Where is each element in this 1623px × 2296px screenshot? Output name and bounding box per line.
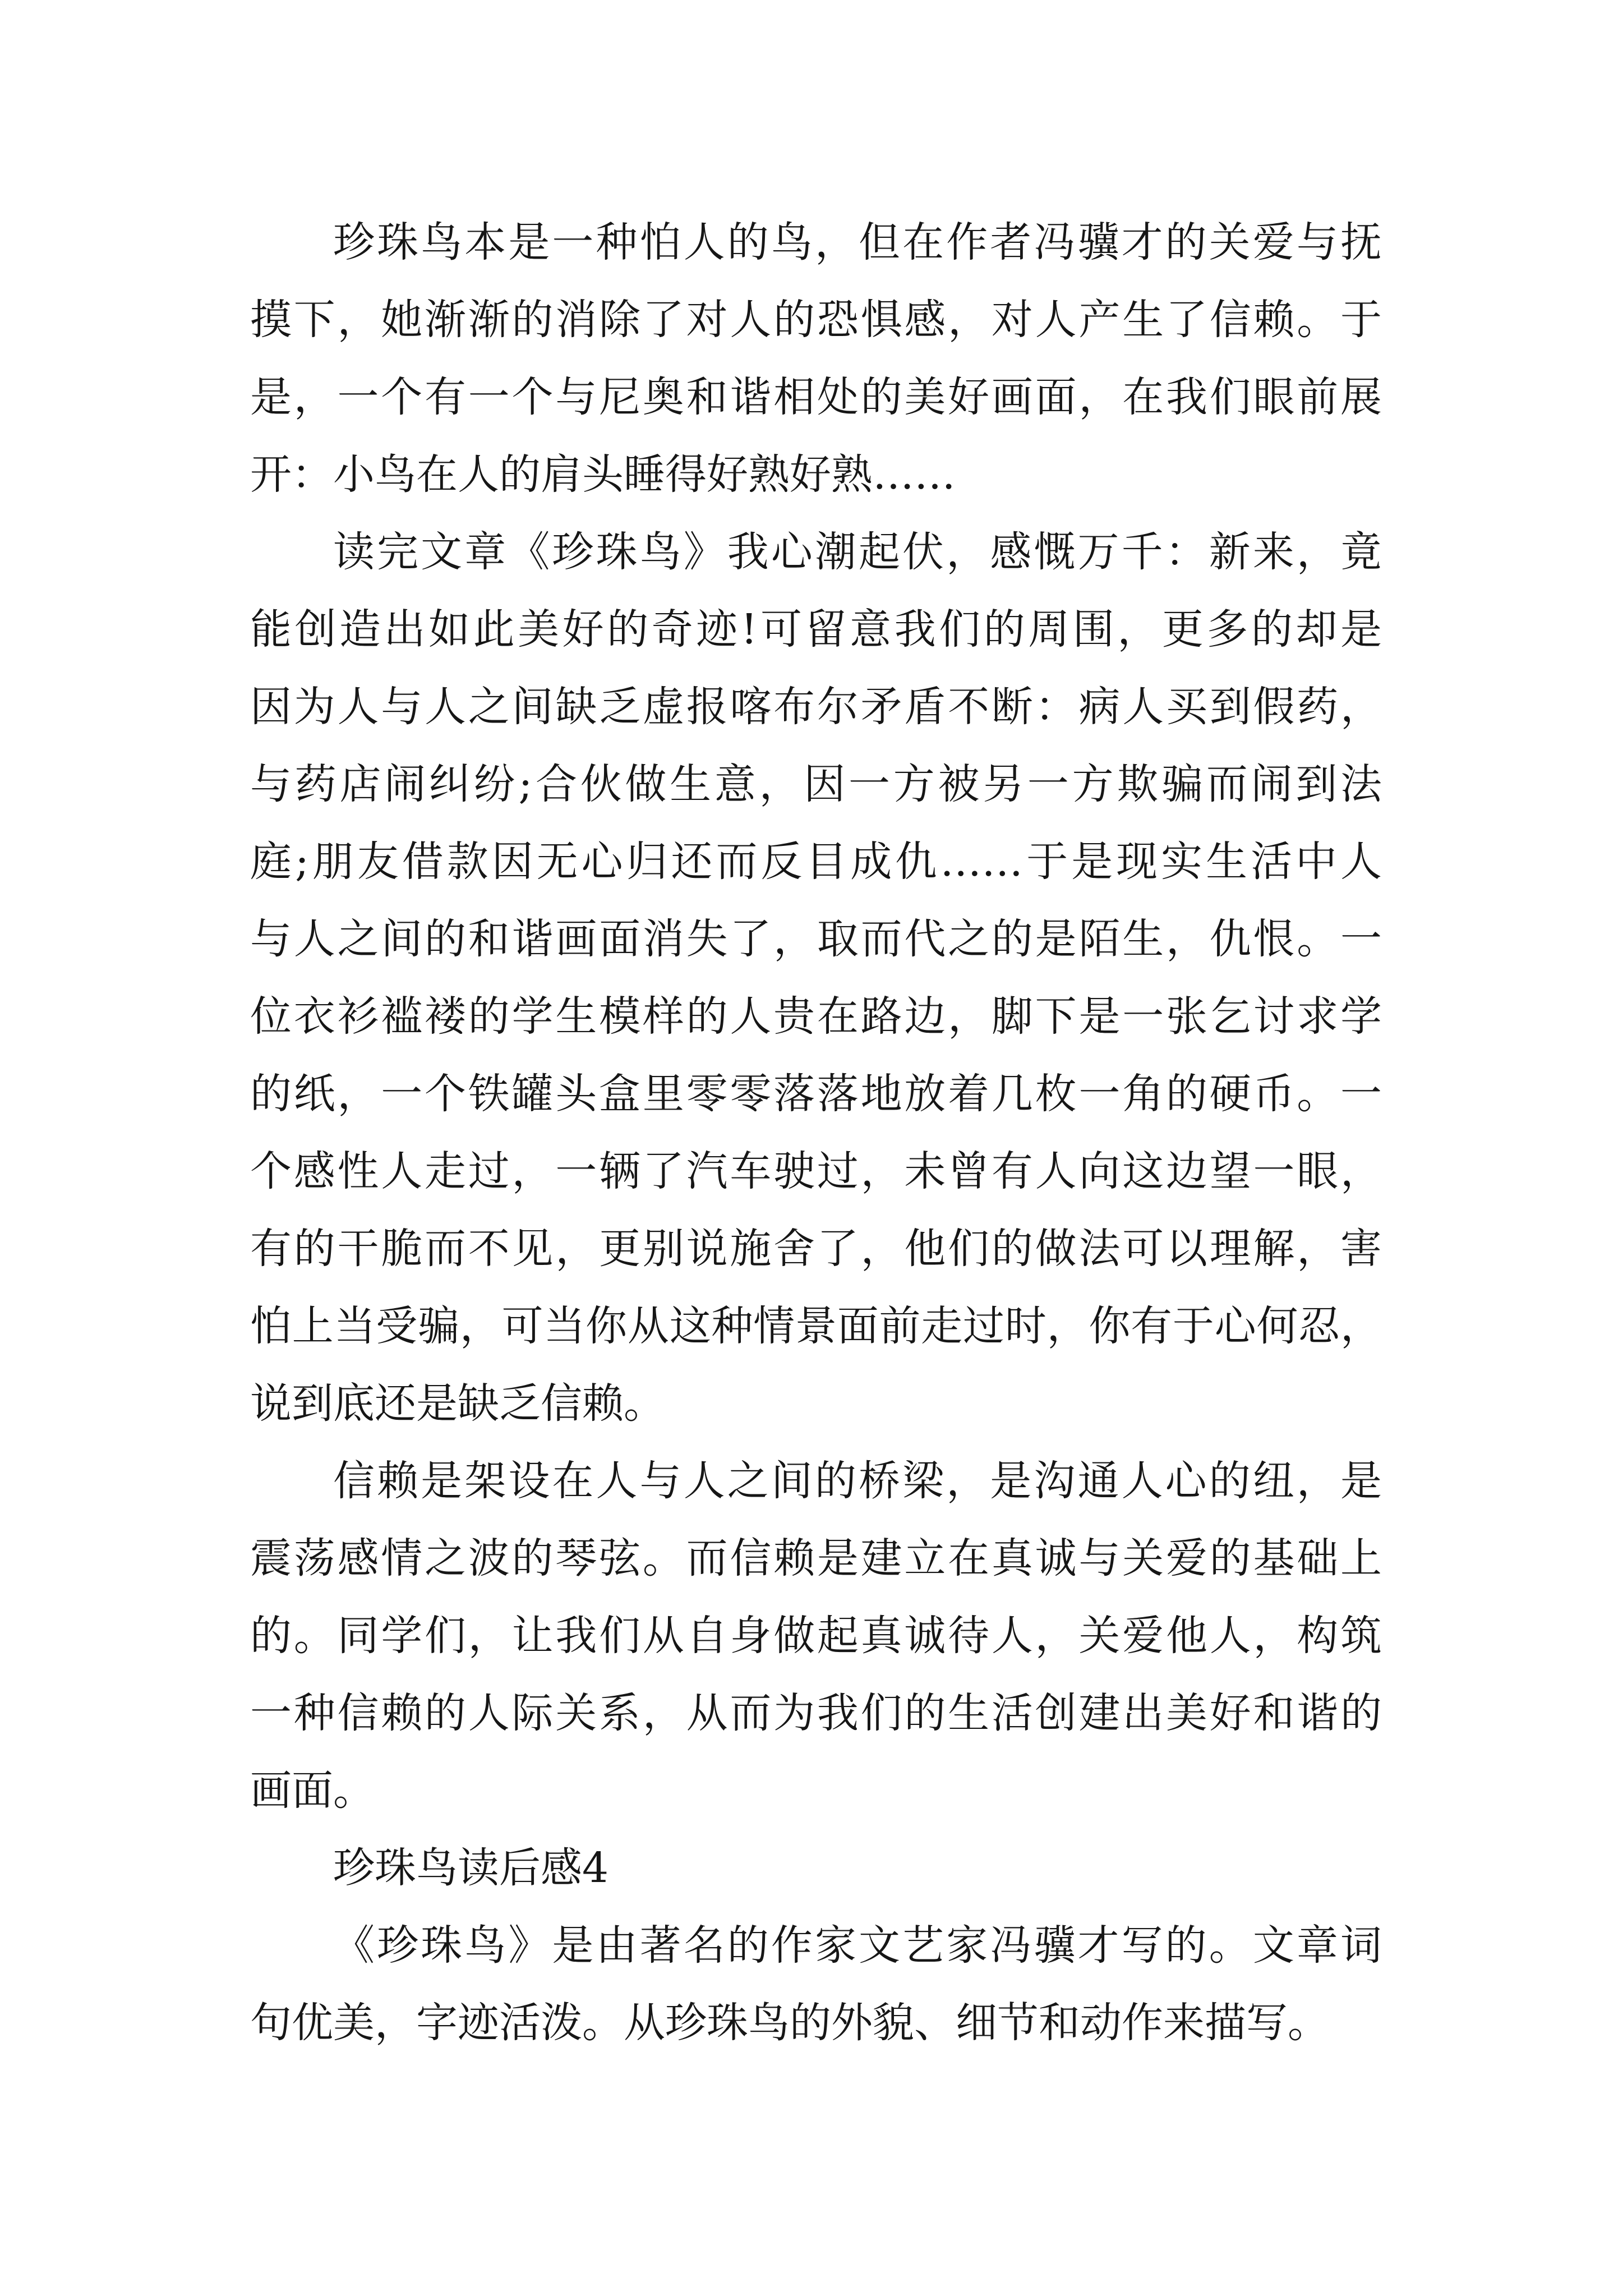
text-line: 珍珠鸟本是一种怕人的鸟，但在作者冯骥才的关爱与抚 [333,218,1382,266]
text-line: 一种信赖的人际关系，从而为我们的生活创建出美好和谐的 [250,1689,1382,1737]
text-line: 因为人与人之间缺乏虚报喀布尔矛盾不断：病人买到假药， [250,683,1382,731]
text-line: 信赖是架设在人与人之间的桥梁，是沟通人心的纽，是 [333,1457,1382,1505]
text-line: 读完文章《珍珠鸟》我心潮起伏，感慨万千：新来，竟 [333,528,1382,576]
text-line: 是，一个有一个与尼奥和谐相处的美好画面，在我们眼前展 [250,373,1382,421]
text-line: 摸下，她渐渐的消除了对人的恐惧感，对人产生了信赖。于 [250,296,1382,344]
text-line: 庭;朋友借款因无心归还而反目成仇……于是现实生活中人 [250,838,1382,886]
text-line: 有的干脆而不见，更别说施舍了，他们的做法可以理解，害 [250,1225,1382,1273]
text-line: 说到底还是缺乏信赖。 [250,1379,665,1428]
section-heading: 珍珠鸟读后感4 [333,1844,609,1892]
paragraph-4 [250,1907,1382,2062]
text-line: 与药店闹纠纷;合伙做生意，因一方被另一方欺骗而闹到法 [250,760,1382,808]
text-line: 个感性人走过，一辆了汽车驶过，未曾有人向这边望一眼， [250,1147,1382,1195]
text-line: 与人之间的和谐画面消失了，取而代之的是陌生，仇恨。一 [250,915,1382,963]
text-line: 的纸，一个铁罐头盒里零零落落地放着几枚一角的硬币。一 [250,1070,1382,1118]
text-line: 开：小鸟在人的肩头睡得好熟好熟…… [250,450,956,499]
text-line: 位衣衫褴褛的学生模样的人贵在路边，脚下是一张乞讨求学 [250,992,1382,1041]
paragraph-1 [250,204,1382,513]
document-body [250,204,1382,2062]
text-line: 怕上当受骗，可当你从这种情景面前走过时，你有于心何忍， [250,1302,1382,1350]
text-line: 《珍珠鸟》是由著名的作家文艺家冯骥才写的。文章词 [333,1921,1382,1970]
text-line: 画面。 [250,1766,375,1815]
text-line: 震荡感情之波的琴弦。而信赖是建立在真诚与关爱的基础上 [250,1534,1382,1582]
text-line: 的。同学们，让我们从自身做起真诚待人，关爱他人，构筑 [250,1612,1382,1660]
paragraph-3 [250,1442,1382,1829]
paragraph-2 [250,513,1382,1442]
text-line: 能创造出如此美好的奇迹!可留意我们的周围，更多的却是 [250,605,1382,654]
text-line: 句优美，字迹活泼。从珍珠鸟的外貌、细节和动作来描写。 [250,1999,1329,2047]
